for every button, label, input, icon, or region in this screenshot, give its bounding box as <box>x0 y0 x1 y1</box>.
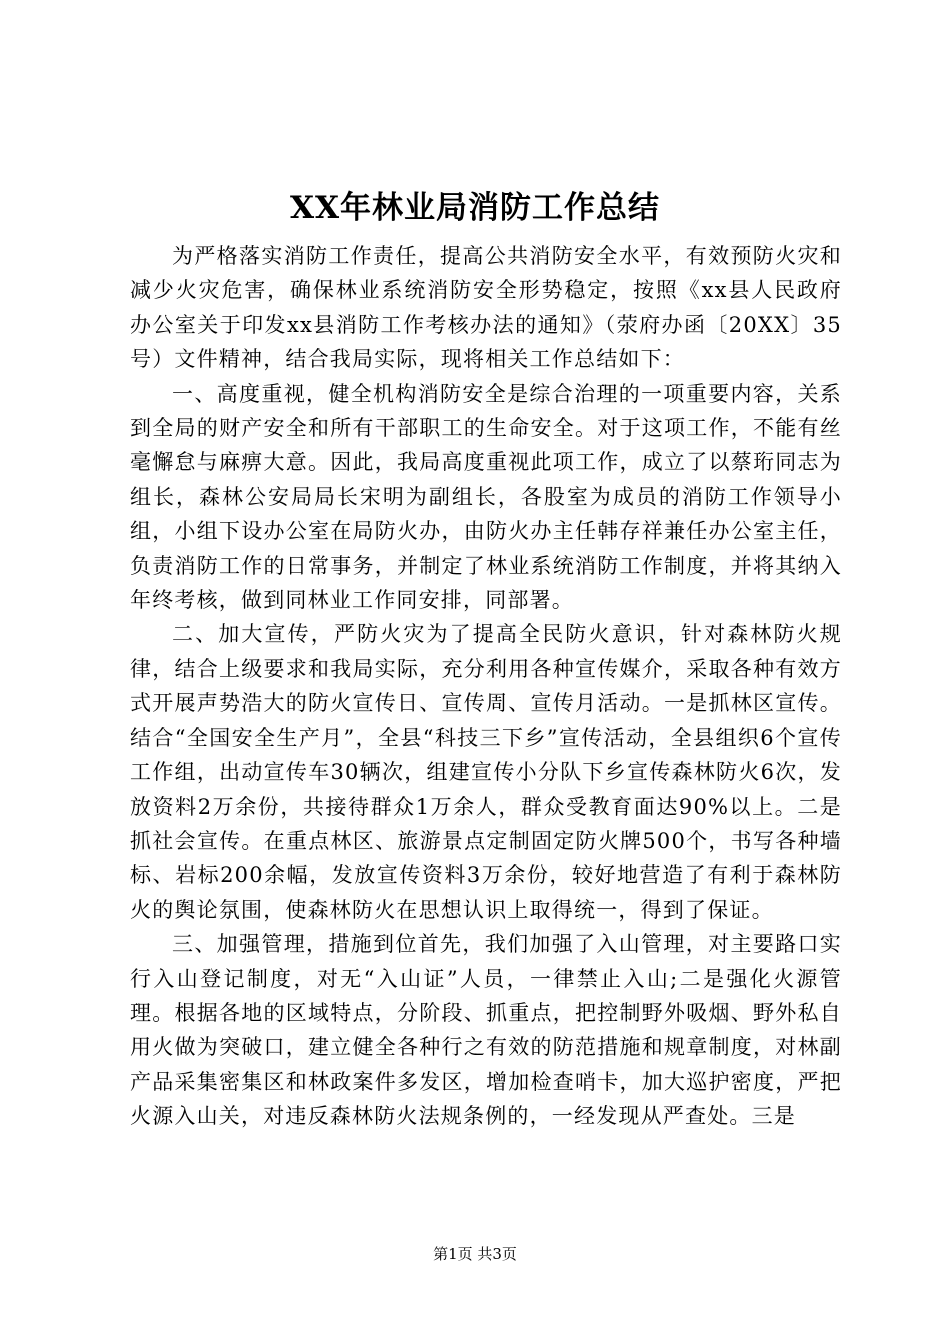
section-3-paragraph: 三、加强管理，措施到位首先，我们加强了入山管理，对主要路口实行入山登记制度，对无“入山证”人员，一律禁止入山;二是强化火源管理。根据各地的区域特点，分阶段、抓重点，把控制野外吸烟、野外私自用火做为突破口，建立健全各种行之有效的防范措施和规章制度，对林副产品采集密集区和林政案件多发区，增加检查哨卡，加大巡护密度，严把火源入山关，对违反森林防火法规条例的，一经发现从严查处。三是 <box>130 932 842 1129</box>
document-title: XX年林业局消防工作总结 <box>289 190 661 226</box>
document-body <box>130 239 842 1134</box>
page-number-footer: 第1页 共3页 <box>433 1245 517 1263</box>
section-2-paragraph: 二、加大宣传，严防火灾为了提高全民防火意识，针对森林防火规律，结合上级要求和我局实际，充分利用各种宣传媒介，采取各种有效方式开展声势浩大的防火宣传日、宣传周、宣传月活动。一是抓林区宣传。结合“全国安全生产月”，全县“科技三下乡”宣传活动，全县组织6个宣传工作组，出动宣传车30辆次，组建宣传小分队下乡宣传森林防火6次，发放资料2万余份，共接待群众1万余人，群众受教育面达90%以上。二是抓社会宣传。在重点林区、旅游景点定制固定防火牌500个，书写各种墙标、岩标200余幅，发放宣传资料3万余份，较好地营造了有利于森林防火的舆论氛围，使森林防火在思想认识上取得统一，得到了保证。 <box>130 622 842 922</box>
intro-paragraph: 为严格落实消防工作责任，提高公共消防安全水平，有效预防火灾和减少火灾危害，确保林业系统消防安全形势稳定，按照《xx县人民政府办公室关于印发xx县消防工作考核办法的通知》（荥府办函〔20XX〕35号）文件精神，结合我局实际，现将相关工作总结如下： <box>130 244 842 372</box>
section-1-paragraph: 一、高度重视，健全机构消防安全是综合治理的一项重要内容，关系到全局的财产安全和所有干部职工的生命安全。对于这项工作，不能有丝毫懈怠与麻痹大意。因此，我局高度重视此项工作，成立了以蔡珩同志为组长，森林公安局局长宋明为副组长，各股室为成员的消防工作领导小组，小组下设办公室在局防火办，由防火办主任韩存祥兼任办公室主任，负责消防工作的日常事务，并制定了林业系统消防工作制度，并将其纳入年终考核，做到同林业工作同安排，同部署。 <box>130 381 842 613</box>
